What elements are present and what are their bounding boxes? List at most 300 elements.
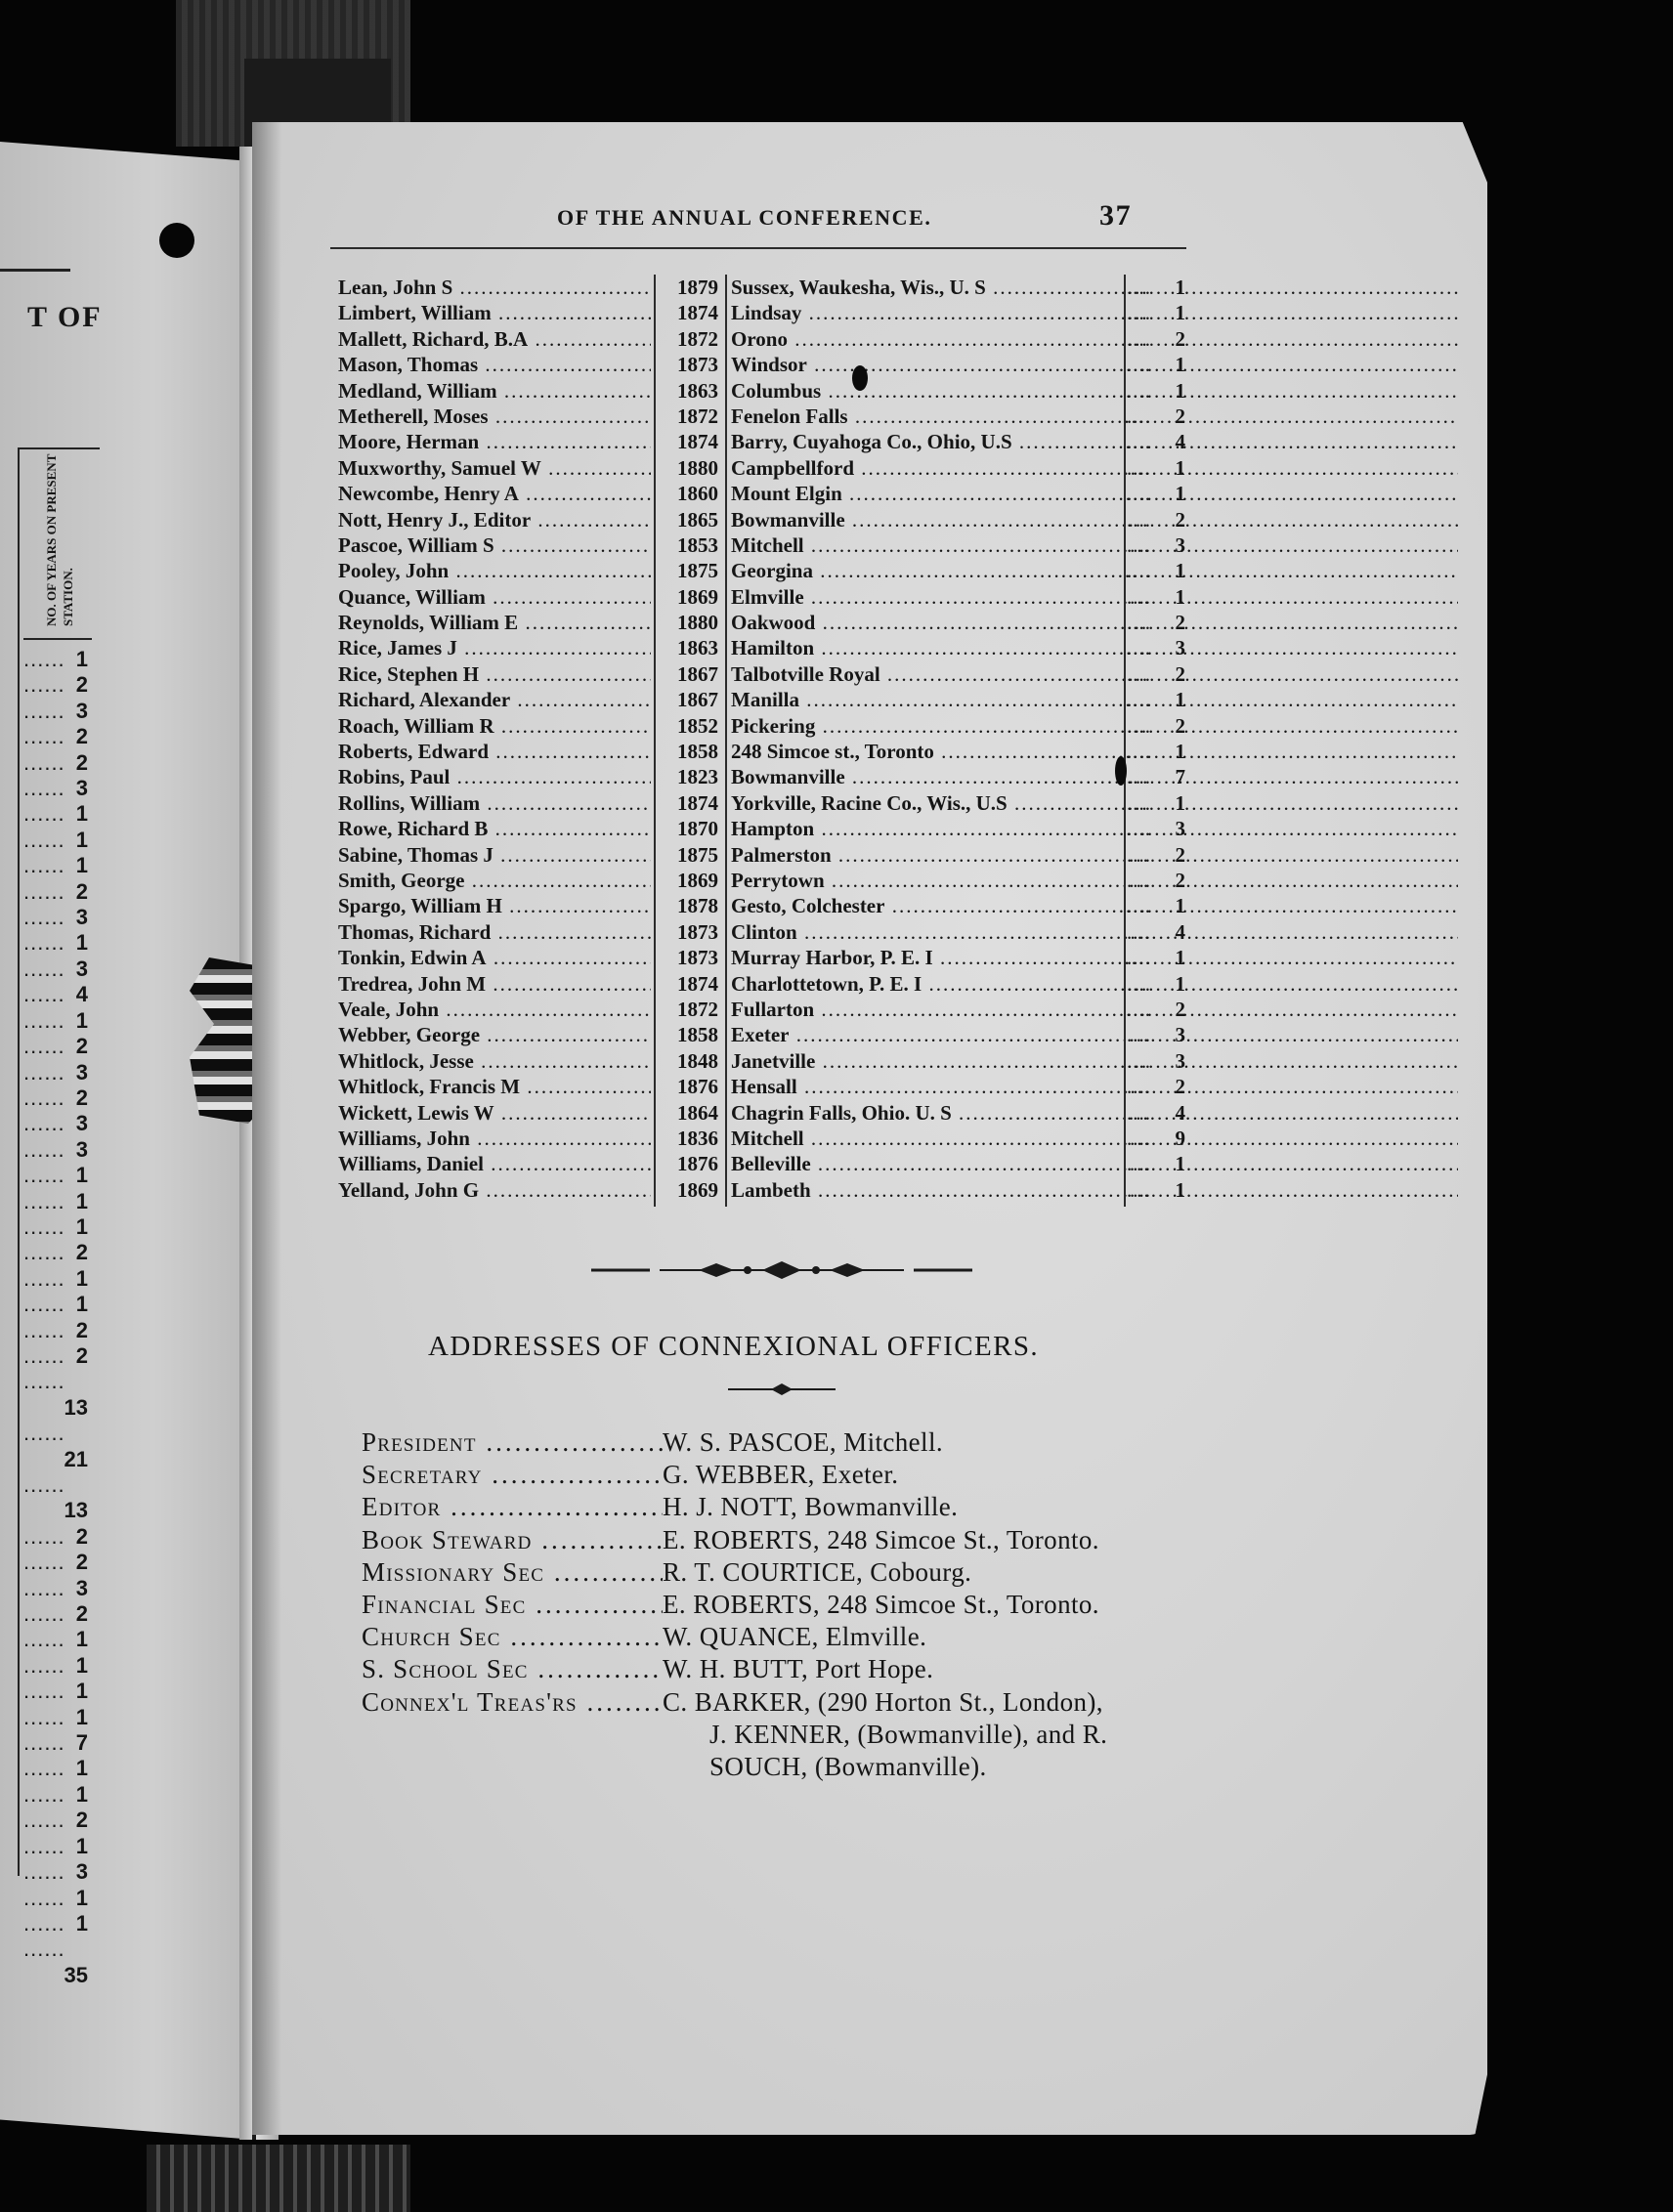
officer-role: Financial Sec ..... [362, 1589, 663, 1621]
header-rule [330, 247, 1186, 249]
previous-page-years-value: ...... 1 [23, 1266, 88, 1292]
station-cell [731, 404, 1458, 429]
previous-page-years-value: ...... 1 [23, 1679, 88, 1704]
station: Lindsay ..... [731, 300, 1458, 325]
entry-year: 1869 [677, 584, 718, 609]
years-at-station: .... 2 [1127, 713, 1185, 739]
years-at-station: .... 1 [1127, 739, 1185, 764]
years-at-station: .... 3 [1127, 816, 1185, 841]
station-cell [731, 1048, 1458, 1074]
station-cell [731, 326, 1458, 352]
minister-row [330, 404, 1210, 429]
station: Murray Harbor, P. E. I ..... [731, 945, 1458, 970]
station: Talbotville Royal ..... [731, 661, 1458, 687]
minister-name: Williams, Daniel ..... [338, 1151, 651, 1176]
ink-smudge [1115, 756, 1127, 786]
minister-row [330, 352, 1210, 377]
previous-page-years-value: ...... 2 [23, 1034, 88, 1059]
previous-page-years-value: ...... 1 [23, 1214, 88, 1240]
years-at-station: .... 1 [1127, 971, 1185, 997]
page-gutter-shadow [252, 122, 281, 2135]
table-divider-year-station [725, 275, 727, 1207]
previous-page-years-value: ...... 3 [23, 699, 88, 724]
previous-page-years-value: ...... 35 [23, 1936, 88, 1988]
previous-page-years-value: ...... 3 [23, 1137, 88, 1163]
years-at-station: .... 1 [1127, 378, 1185, 404]
minister-row [330, 1048, 1210, 1074]
minister-row [330, 1177, 1210, 1203]
minister-name: Williams, John ..... [338, 1126, 651, 1151]
station: Janetville ..... [731, 1048, 1458, 1074]
station-cell [731, 1126, 1458, 1151]
years-at-station: .... 4 [1127, 919, 1185, 945]
minister-row [330, 1126, 1210, 1151]
officer-continuation: J. KENNER, (Bowmanville), and R. [709, 1719, 1108, 1749]
station: Chagrin Falls, Ohio. U. S ..... [731, 1100, 1458, 1126]
officer-holder: E. ROBERTS, 248 Simcoe St., Toronto. [663, 1524, 1099, 1554]
minister-row [330, 429, 1210, 454]
minister-row [330, 1151, 1210, 1176]
entry-year: 1870 [677, 817, 718, 841]
minister-row [330, 1100, 1210, 1126]
station: Perrytown ..... [731, 868, 1458, 893]
officer-holder: G. WEBBER, Exeter. [663, 1460, 899, 1490]
minister-row [330, 455, 1210, 481]
minister-row [330, 868, 1210, 893]
station-cell [731, 300, 1458, 325]
officer-row [362, 1589, 1241, 1621]
minister-name: Veale, John ..... [338, 997, 651, 1022]
entry-year: 1872 [677, 997, 718, 1021]
minister-row [330, 997, 1210, 1022]
previous-page-years-value: ...... 1 [23, 1189, 88, 1214]
previous-page-years-value: ...... 2 [23, 879, 88, 905]
entry-year: 1852 [677, 713, 718, 738]
years-at-station: .... 1 [1127, 893, 1185, 918]
ink-smudge [852, 365, 868, 391]
minister-row [330, 919, 1210, 945]
minister-name: Lean, John S ..... [338, 275, 651, 300]
station-cell [731, 945, 1458, 970]
station-cell [731, 1074, 1458, 1099]
previous-page-years-value: ...... 1 [23, 1292, 88, 1317]
entry-year: 1873 [677, 353, 718, 377]
minister-name: Tonkin, Edwin A ..... [338, 945, 651, 970]
station: 248 Simcoe st., Toronto ..... [731, 739, 1458, 764]
spine-bottom [147, 2145, 410, 2212]
station-cell [731, 739, 1458, 764]
minister-row [330, 532, 1210, 558]
previous-page-years-value: ...... 1 [23, 853, 88, 878]
station: Palmerston ..... [731, 842, 1458, 868]
entry-year: 1872 [677, 404, 718, 428]
minister-name: Rice, Stephen H ..... [338, 661, 651, 687]
station-cell [731, 893, 1458, 918]
years-at-station: .... 1 [1127, 481, 1185, 506]
entry-year: 1864 [677, 1100, 718, 1125]
station: Sussex, Waukesha, Wis., U. S ..... [731, 275, 1458, 300]
entry-year: 1880 [677, 611, 718, 635]
station-cell [731, 997, 1458, 1022]
minister-row [330, 764, 1210, 789]
minister-name: Yelland, John G ..... [338, 1177, 651, 1203]
previous-page-years-value: ...... 1 [23, 1627, 88, 1652]
minister-name: Newcombe, Henry A ..... [338, 481, 651, 506]
years-at-station: .... 4 [1127, 1100, 1185, 1126]
station-cell [731, 764, 1458, 789]
previous-page-years-value: ...... 3 [23, 1111, 88, 1136]
station-cell [731, 687, 1458, 712]
previous-page-years-value: ...... 2 [23, 1808, 88, 1833]
station-cell [731, 713, 1458, 739]
table-divider-name-year [654, 275, 656, 1207]
station: Mount Elgin ..... [731, 481, 1458, 506]
years-column-header-text: NO. OF YEARS ON PRESENT STATION. [44, 453, 75, 626]
entry-year: 1836 [677, 1126, 718, 1150]
ministers-table [330, 275, 1210, 1203]
entry-year: 1873 [677, 919, 718, 944]
entry-year: 1853 [677, 532, 718, 557]
officer-holder: W. H. BUTT, Port Hope. [663, 1654, 934, 1684]
minister-row [330, 378, 1210, 404]
entry-year: 1848 [677, 1048, 718, 1073]
station: Columbus ..... [731, 378, 1458, 404]
minister-name: Thomas, Richard ..... [338, 919, 651, 945]
years-at-station: .... 1 [1127, 300, 1185, 325]
minister-name: Muxworthy, Samuel W ..... [338, 455, 651, 481]
years-at-station: .... 3 [1127, 1048, 1185, 1074]
minister-row [330, 1074, 1210, 1099]
minister-name: Pascoe, William S ..... [338, 532, 651, 558]
previous-page-years-value: ...... 3 [23, 957, 88, 982]
station-cell [731, 584, 1458, 610]
station: Hensall ..... [731, 1074, 1458, 1099]
minister-name: Tredrea, John M ..... [338, 971, 651, 997]
ornament-divider [591, 1258, 972, 1282]
years-at-station: .... 1 [1127, 584, 1185, 610]
years-at-station: .... 1 [1127, 1151, 1185, 1176]
previous-page-years-column [23, 647, 88, 1988]
minister-row [330, 713, 1210, 739]
previous-page-years-value: ...... 2 [23, 1550, 88, 1575]
minister-name: Reynolds, William E ..... [338, 610, 651, 635]
running-head-title: OF THE ANNUAL CONFERENCE. [557, 205, 932, 230]
officer-role: S. School Sec ..... [362, 1653, 663, 1685]
entry-year: 1874 [677, 971, 718, 996]
entry-year: 1880 [677, 455, 718, 480]
officer-holder: R. T. COURTICE, Cobourg. [663, 1556, 972, 1587]
minister-name: Richard, Alexander ..... [338, 687, 651, 712]
officer-role: Missionary Sec ..... [362, 1556, 663, 1589]
officer-role: Secretary ..... [362, 1459, 663, 1491]
station-cell [731, 481, 1458, 506]
previous-page-years-value: ...... 2 [23, 1240, 88, 1265]
officers-list [362, 1426, 1241, 1783]
minister-name: Nott, Henry J., Editor ..... [338, 507, 651, 532]
officer-holder: W. QUANCE, Elmville. [663, 1622, 927, 1652]
years-at-station: .... 3 [1127, 532, 1185, 558]
minister-row [330, 326, 1210, 352]
entry-year: 1875 [677, 559, 718, 583]
previous-page-years-value: ...... 7 [23, 1730, 88, 1756]
years-at-station: .... 2 [1127, 997, 1185, 1022]
addresses-title: ADDRESSES OF CONNEXIONAL OFFICERS. [428, 1331, 1039, 1362]
minister-name: Mason, Thomas ..... [338, 352, 651, 377]
officer-row [362, 1426, 1241, 1459]
station-cell [731, 868, 1458, 893]
station: Charlottetown, P. E. I ..... [731, 971, 1458, 997]
station-cell [731, 532, 1458, 558]
running-header [557, 199, 1182, 244]
officer-row [362, 1459, 1241, 1491]
previous-page-years-value: ...... 2 [23, 1524, 88, 1550]
years-at-station: .... 2 [1127, 868, 1185, 893]
minister-row [330, 481, 1210, 506]
previous-page-years-value: ...... 2 [23, 1085, 88, 1111]
previous-page-years-value: ...... 3 [23, 1576, 88, 1601]
station: Mitchell ..... [731, 532, 1458, 558]
station: Barry, Cuyahoga Co., Ohio, U.S ..... [731, 429, 1458, 454]
minister-name: Pooley, John ..... [338, 558, 651, 583]
previous-page-years-value: ...... 2 [23, 724, 88, 749]
minister-name: Roberts, Edward ..... [338, 739, 651, 764]
station-cell [731, 352, 1458, 377]
officer-row [362, 1686, 1241, 1719]
station: Manilla ..... [731, 687, 1458, 712]
previous-page-years-value: ...... 1 [23, 1008, 88, 1034]
station-cell [731, 971, 1458, 997]
previous-page-years-value: ...... 1 [23, 1886, 88, 1911]
station-cell [731, 790, 1458, 816]
years-at-station: .... 2 [1127, 326, 1185, 352]
station: Fullarton ..... [731, 997, 1458, 1022]
station-cell [731, 842, 1458, 868]
previous-page-years-value: ...... 1 [23, 1782, 88, 1808]
previous-page-years-value: ...... 2 [23, 672, 88, 698]
station: Lambeth ..... [731, 1177, 1458, 1203]
page-hole [159, 223, 194, 258]
minister-name: Rice, James J ..... [338, 635, 651, 660]
officer-holder: C. BARKER, (290 Horton St., London), [663, 1686, 1103, 1717]
minister-row [330, 816, 1210, 841]
previous-page-years-value: ...... 21 [23, 1421, 88, 1472]
station: Georgina ..... [731, 558, 1458, 583]
previous-page-years-value: ...... 1 [23, 1911, 88, 1936]
previous-page-years-value: ...... 13 [23, 1472, 88, 1524]
station-cell [731, 661, 1458, 687]
years-at-station: .... 4 [1127, 429, 1185, 454]
previous-page-years-value: ...... 1 [23, 1756, 88, 1781]
entry-year: 1878 [677, 894, 718, 918]
years-at-station: .... 2 [1127, 507, 1185, 532]
entry-year: 1858 [677, 1023, 718, 1047]
years-at-station: .... 2 [1127, 842, 1185, 868]
minister-name: Wickett, Lewis W ..... [338, 1100, 651, 1126]
previous-page-years-value: ...... 1 [23, 1705, 88, 1730]
previous-page-years-value: ...... 3 [23, 1060, 88, 1085]
officer-role: Book Steward ..... [362, 1524, 663, 1556]
minister-row [330, 945, 1210, 970]
station-cell [731, 610, 1458, 635]
previous-page-rule [0, 269, 70, 272]
entry-year: 1874 [677, 301, 718, 325]
minister-row [330, 558, 1210, 583]
minister-name: Webber, George ..... [338, 1022, 651, 1047]
station-cell [731, 429, 1458, 454]
officer-holder: W. S. PASCOE, Mitchell. [663, 1427, 944, 1457]
minister-name: Rowe, Richard B ..... [338, 816, 651, 841]
station: Belleville ..... [731, 1151, 1458, 1176]
years-at-station: .... 7 [1127, 764, 1185, 789]
minister-row [330, 739, 1210, 764]
years-at-station: .... 1 [1127, 790, 1185, 816]
officer-role: President ..... [362, 1426, 663, 1459]
minister-row [330, 507, 1210, 532]
years-at-station: .... 2 [1127, 661, 1185, 687]
previous-page-column-header [23, 452, 92, 640]
minister-name: Sabine, Thomas J ..... [338, 842, 651, 868]
minister-row [330, 300, 1210, 325]
years-at-station: .... 1 [1127, 687, 1185, 712]
station-cell [731, 1151, 1458, 1176]
years-at-station: .... 1 [1127, 945, 1185, 970]
years-at-station: .... 2 [1127, 1074, 1185, 1099]
station-cell [731, 635, 1458, 660]
minister-row [330, 661, 1210, 687]
officer-row [362, 1621, 1241, 1653]
previous-page-years-value: ...... 1 [23, 930, 88, 956]
minister-row [330, 275, 1210, 300]
minister-name: Medland, William ..... [338, 378, 651, 404]
entry-year: 1860 [677, 482, 718, 506]
previous-page-years-value: ...... 4 [23, 982, 88, 1007]
years-at-station: .... 3 [1127, 1022, 1185, 1047]
previous-page-years-value: ...... 1 [23, 1163, 88, 1188]
station: Pickering ..... [731, 713, 1458, 739]
minister-row [330, 1022, 1210, 1047]
minister-row [330, 971, 1210, 997]
station-cell [731, 919, 1458, 945]
station: Bowmanville ..... [731, 764, 1458, 789]
previous-page-years-value: ...... 1 [23, 828, 88, 853]
officer-continuation: SOUCH, (Bowmanville). [709, 1751, 987, 1781]
years-at-station: .... 1 [1127, 275, 1185, 300]
officer-row [362, 1653, 1241, 1685]
officer-holder: E. ROBERTS, 248 Simcoe St., Toronto. [663, 1589, 1099, 1619]
entry-year: 1823 [677, 765, 718, 789]
previous-page-years-value: ...... 1 [23, 801, 88, 827]
years-at-station: .... 9 [1127, 1126, 1185, 1151]
minister-name: Roach, William R ..... [338, 713, 651, 739]
previous-page-title-fragment: T OF [27, 301, 103, 333]
station: Orono ..... [731, 326, 1458, 352]
officer-row [362, 1491, 1241, 1523]
entry-year: 1869 [677, 868, 718, 892]
minister-name: Smith, George ..... [338, 868, 651, 893]
years-at-station: .... 1 [1127, 455, 1185, 481]
minister-name: Moore, Herman ..... [338, 429, 651, 454]
station: Exeter ..... [731, 1022, 1458, 1047]
station: Gesto, Colchester ..... [731, 893, 1458, 918]
entry-year: 1863 [677, 378, 718, 403]
station: Elmville ..... [731, 584, 1458, 610]
minister-name: Mallett, Richard, B.A ..... [338, 326, 651, 352]
minister-name: Whitlock, Francis M ..... [338, 1074, 651, 1099]
station: Fenelon Falls ..... [731, 404, 1458, 429]
entry-year: 1876 [677, 1152, 718, 1176]
minister-name: Spargo, William H ..... [338, 893, 651, 918]
minister-name: Metherell, Moses ..... [338, 404, 651, 429]
officer-row [362, 1556, 1241, 1589]
minister-name: Robins, Paul ..... [338, 764, 651, 789]
officer-role: Editor ..... [362, 1491, 663, 1523]
minister-row [330, 790, 1210, 816]
entry-year: 1874 [677, 790, 718, 815]
minister-name: Whitlock, Jesse ..... [338, 1048, 651, 1074]
station: Windsor ..... [731, 352, 1458, 377]
years-at-station: .... 2 [1127, 404, 1185, 429]
station-cell [731, 816, 1458, 841]
station: Bowmanville ..... [731, 507, 1458, 532]
station: Campbellford ..... [731, 455, 1458, 481]
entry-year: 1879 [677, 276, 718, 299]
entry-year: 1873 [677, 946, 718, 970]
minister-name: Rollins, William ..... [338, 790, 651, 816]
previous-page-years-value: ...... 1 [23, 1653, 88, 1679]
station: Mitchell ..... [731, 1126, 1458, 1151]
previous-page-years-value: ...... 2 [23, 1601, 88, 1627]
station: Hampton ..... [731, 816, 1458, 841]
minister-row [330, 610, 1210, 635]
years-at-station: .... 3 [1127, 635, 1185, 660]
station: Hamilton ..... [731, 635, 1458, 660]
minister-name: Quance, William ..... [338, 584, 651, 610]
previous-page-years-value: ...... 1 [23, 647, 88, 672]
entry-year: 1874 [677, 430, 718, 454]
entry-year: 1875 [677, 842, 718, 867]
years-at-station: .... 1 [1127, 1177, 1185, 1203]
minister-row [330, 635, 1210, 660]
entry-year: 1872 [677, 326, 718, 351]
previous-page-years-value: ...... 1 [23, 1834, 88, 1859]
station-cell [731, 275, 1458, 300]
previous-page-years-value: ...... 3 [23, 776, 88, 801]
station-cell [731, 378, 1458, 404]
minister-row [330, 893, 1210, 918]
previous-page-years-value: ...... 2 [23, 1343, 88, 1369]
station-cell [731, 1177, 1458, 1203]
station-cell [731, 1022, 1458, 1047]
officer-role: Church Sec ..... [362, 1621, 663, 1653]
entry-year: 1863 [677, 636, 718, 660]
minister-row [330, 842, 1210, 868]
station-cell [731, 507, 1458, 532]
previous-page-years-value: ...... 13 [23, 1369, 88, 1421]
ornament-small [728, 1382, 836, 1397]
previous-page-years-value: ...... 2 [23, 1318, 88, 1343]
years-at-station: .... 2 [1127, 610, 1185, 635]
previous-page-years-value: ...... 2 [23, 750, 88, 776]
station-cell [731, 558, 1458, 583]
years-at-station: .... 1 [1127, 352, 1185, 377]
entry-year: 1876 [677, 1075, 718, 1099]
station-cell [731, 455, 1458, 481]
page-number: 37 [1099, 199, 1133, 232]
station: Clinton ..... [731, 919, 1458, 945]
table-divider-station-years [1124, 275, 1126, 1207]
officer-row [362, 1524, 1241, 1556]
station: Oakwood ..... [731, 610, 1458, 635]
